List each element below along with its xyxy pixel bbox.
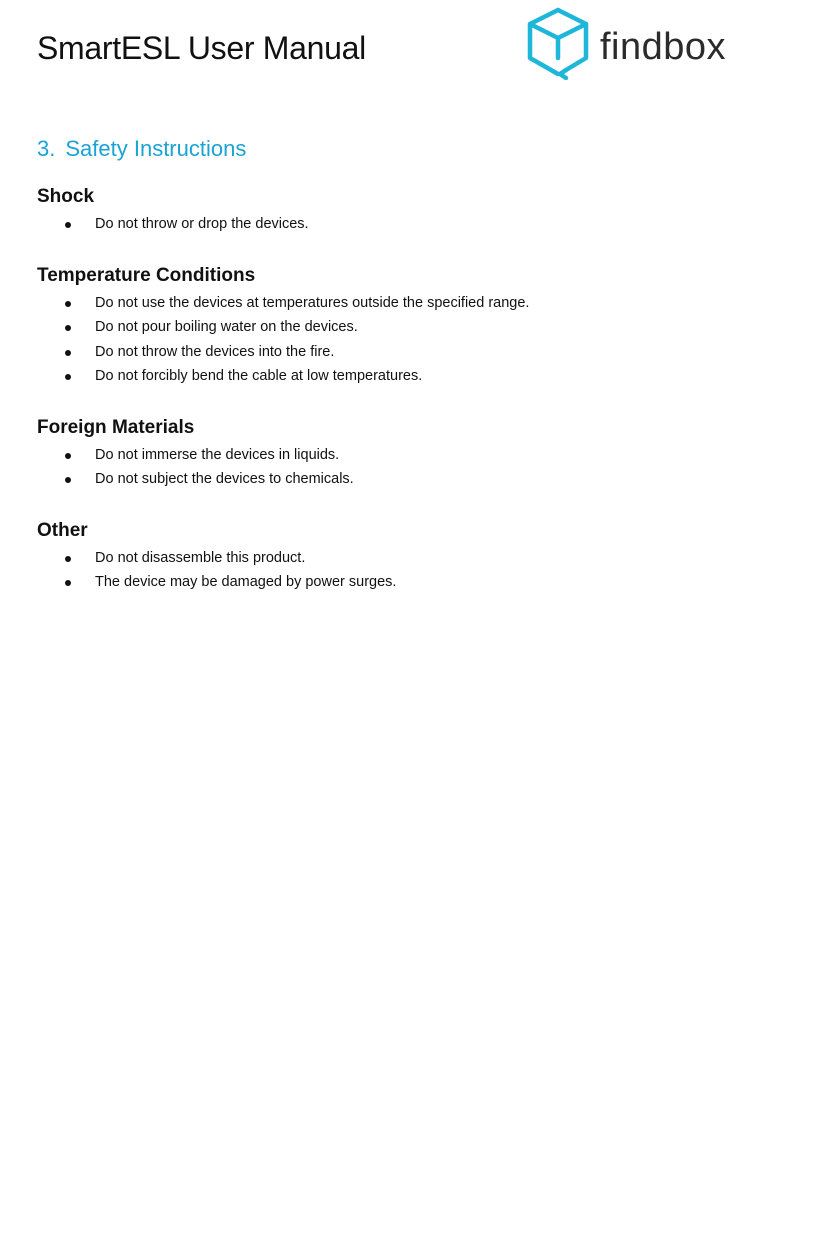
list-item-text: Do not subject the devices to chemicals. bbox=[95, 471, 354, 487]
bullet-icon bbox=[65, 222, 71, 228]
group-other bbox=[37, 516, 777, 595]
bullet-icon bbox=[65, 350, 71, 356]
list-item-text: The device may be damaged by power surges. bbox=[95, 574, 397, 590]
group-heading: Other bbox=[37, 519, 88, 541]
list-item-text: Do not immerse the devices in liquids. bbox=[95, 446, 340, 463]
group-heading: Shock bbox=[37, 186, 95, 207]
list-item-text: Do not disassemble this product. bbox=[95, 549, 306, 566]
bullet-icon bbox=[65, 325, 71, 331]
list-item bbox=[37, 364, 777, 389]
list-item-text: Do not throw the devices into the fire. bbox=[95, 343, 335, 360]
box-logo-icon bbox=[526, 6, 590, 80]
bullet-icon bbox=[65, 556, 71, 562]
list-item-text: Do not use the devices at temperatures outside the specified range. bbox=[95, 294, 530, 311]
list-item bbox=[37, 212, 777, 237]
group-foreign-materials bbox=[37, 413, 777, 492]
group-temperature-conditions bbox=[37, 261, 777, 389]
list-item bbox=[37, 340, 777, 365]
section-number: 3. bbox=[37, 136, 56, 161]
page-header bbox=[0, 0, 830, 90]
document-title: SmartESL User Manual bbox=[37, 30, 366, 66]
page-content bbox=[37, 130, 777, 595]
group-shock bbox=[37, 182, 777, 237]
list-item bbox=[37, 291, 777, 316]
section-title bbox=[37, 130, 777, 168]
bullet-icon bbox=[65, 477, 71, 483]
list-item bbox=[37, 570, 777, 595]
bullet-icon bbox=[65, 301, 71, 307]
bullet-icon bbox=[65, 580, 71, 586]
list-item-text: Do not forcibly bend the cable at low temperatures. bbox=[95, 368, 423, 384]
bullet-list bbox=[37, 212, 777, 237]
list-item bbox=[37, 315, 777, 340]
list-item-text: Do not pour boiling water on the devices. bbox=[95, 319, 358, 335]
logo-wordmark: findbox bbox=[600, 26, 727, 68]
bullet-list bbox=[37, 291, 777, 389]
bullet-icon bbox=[65, 453, 71, 459]
bullet-list bbox=[37, 546, 777, 595]
bullet-list bbox=[37, 443, 777, 492]
group-heading: Temperature Conditions bbox=[37, 264, 256, 286]
list-item bbox=[37, 443, 777, 468]
section-title-text: Safety Instructions bbox=[65, 136, 247, 161]
bullet-icon bbox=[65, 374, 71, 380]
findbox-logo bbox=[526, 6, 776, 82]
group-heading: Foreign Materials bbox=[37, 416, 195, 438]
list-item bbox=[37, 467, 777, 492]
list-item-text: Do not throw or drop the devices. bbox=[95, 216, 309, 232]
list-item bbox=[37, 546, 777, 571]
